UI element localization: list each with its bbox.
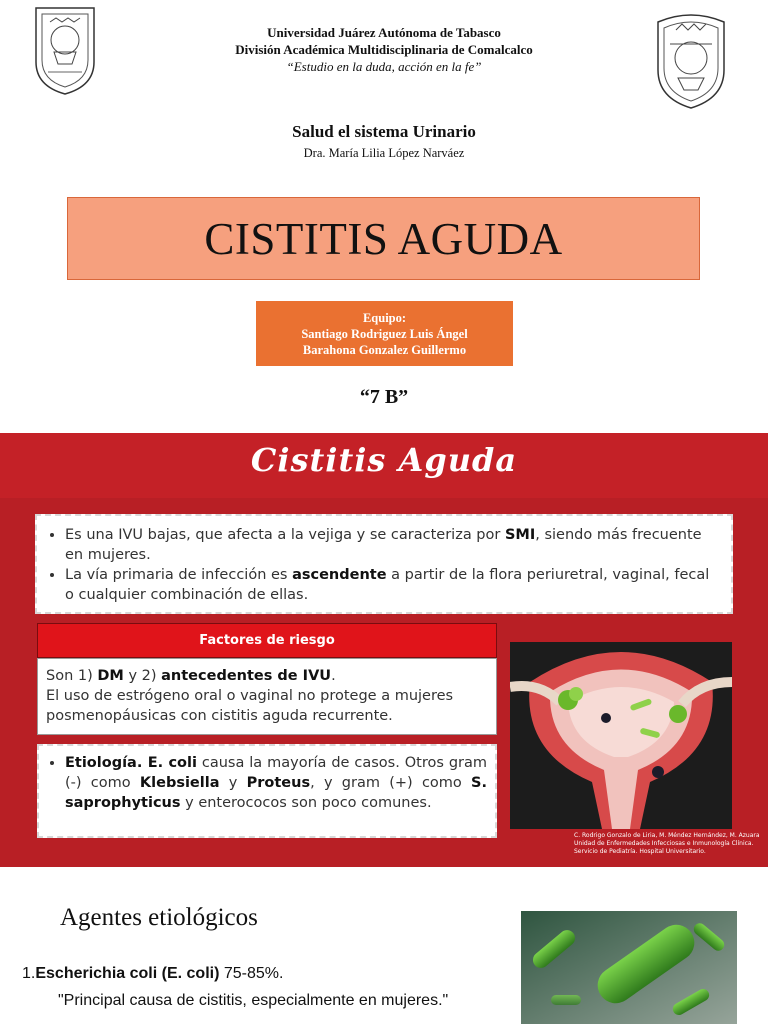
- cover-title-text: CISTITIS AGUDA: [204, 213, 563, 264]
- bacteria-illustration: [521, 911, 737, 1024]
- slide-title: Cistitis Aguda: [250, 441, 518, 479]
- risk-box: [37, 658, 497, 735]
- division-name: División Académica Multidisciplinaria de Comalcalco: [235, 42, 533, 57]
- team-member: Santiago Rodriguez Luis Ángel: [301, 326, 468, 341]
- agent-quote: "Principal causa de cistitis, especialmente en mujeres.": [58, 992, 449, 1009]
- university-header: [150, 24, 618, 75]
- university-seal-icon: [30, 2, 100, 98]
- university-name: Universidad Juárez Autónoma de Tabasco: [267, 25, 501, 40]
- intro-bullet: • Es una IVU bajas, que afecta a la vejiga y se caracteriza por SMI, siendo más frecuente en mujeres.: [65, 525, 721, 565]
- subject-title: Salud el sistema Urinario: [292, 122, 476, 141]
- risk-line: Son 1) DM y 2) antecedentes de IVU.: [46, 668, 336, 684]
- risk-line: El uso de estrógeno oral o vaginal no protege a mujeres posmenopáusicas con cistitis aguda recurrente.: [46, 688, 454, 724]
- caption-line: Servicio de Pediatría. Hospital Universitario.: [574, 848, 706, 855]
- risk-heading-text: Factores de riesgo: [199, 633, 335, 648]
- cover-title: [67, 197, 700, 280]
- team-label: Equipo:: [362, 310, 407, 325]
- campus-seal-icon: [648, 8, 734, 112]
- bladder-illustration: [510, 642, 732, 829]
- motto: “Estudio en la duda, acción en la fe”: [286, 59, 482, 74]
- teacher-name: Dra. María Lilia López Narváez: [303, 146, 465, 160]
- agent-item: 1.Escherichia coli (E. coli) 75-85%.: [22, 965, 284, 982]
- team-member: Barahona Gonzalez Guillermo: [302, 342, 467, 357]
- caption-line: C. Rodrigo Gonzalo de Liria, M. Méndez Hernández, M. Azuara: [574, 832, 760, 839]
- group-label: “7 B”: [359, 386, 409, 408]
- illustration-caption: [574, 832, 764, 856]
- caption-line: Unidad de Enfermedades Infecciosas e Inmunología Clínica.: [574, 840, 754, 847]
- etiology-box: [37, 744, 497, 838]
- intro-box: [35, 514, 733, 614]
- agents-title: Agentes etiológicos: [60, 904, 258, 931]
- risk-heading: [37, 623, 497, 658]
- team-box: [256, 301, 513, 366]
- etiology-bullet: • Etiología. E. coli causa la mayoría de casos. Otros gram (-) como Klebsiella y Proteus, y gram (+) como S. saprophyticus y enterococos son poco comunes.: [65, 753, 487, 813]
- intro-bullet: • La vía primaria de infección es ascendente a partir de la flora periuretral, vaginal, fecal o cualquier combinación de ellas.: [65, 565, 721, 605]
